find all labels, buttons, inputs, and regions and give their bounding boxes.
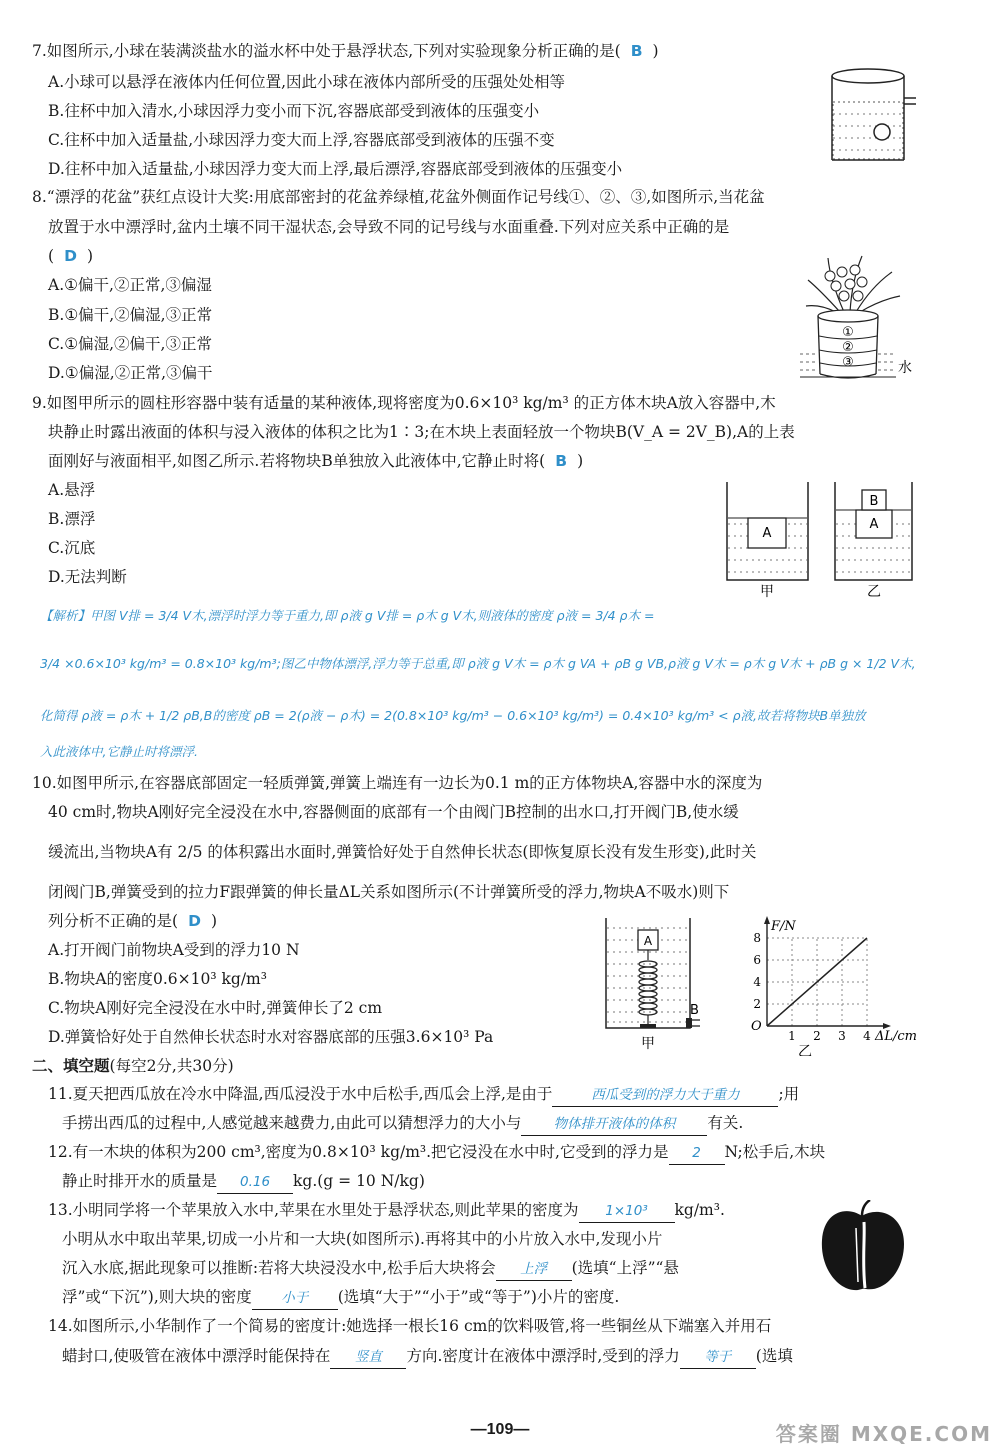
q14-blank-1[interactable]: 竖直 bbox=[330, 1346, 406, 1369]
q9-stem-line-3: 面刚好与液面相平,如图乙所示.若将物块B单独放入此液体中,它静止时将( B ) bbox=[48, 452, 584, 470]
q8-stem-line-1: 8.“漂浮的花盆”获红点设计大奖:用底部密封的花盆养绿植,花盆外侧面作记号线①、②、③,如图所示,当花盆 bbox=[32, 188, 765, 206]
q9-solution-line-3: 化简得 ρ液 = ρ木 + 1/2 ρB,B的密度 ρB = 2(ρ液 − ρ木) = 2(0.8×10³ kg/m³ − 0.6×10³ kg/m³) = 0.4×10³ kg/m³ < ρ液,故若将物块B单独放 bbox=[40, 708, 866, 723]
q10-stem-line-1: 10.如图甲所示,在容器底部固定一轻质弹簧,弹簧上端连有一边长为0.1 m的正方体物块A,容器中水的深度为 bbox=[32, 774, 763, 792]
y-tick-label: 2 bbox=[753, 997, 761, 1011]
q10-option-a: A.打开阀门前物块A受到的浮力10 N bbox=[48, 941, 300, 959]
q12-line-1: 12.有一木块的体积为200 cm³,密度为0.8×10³ kg/m³.把它浸没在水中时,它受到的浮力是 2 N;松手后,木块 bbox=[48, 1141, 825, 1165]
q8-option-c: C.①偏湿,②偏干,③正常 bbox=[48, 335, 212, 353]
q9-solution-line-2: 3/4 ×0.6×10³ kg/m³ = 0.8×10³ kg/m³;图乙中物体漂浮,浮力等于总重,即 ρ液 g V木 = ρ木 g VA + ρB g VB,ρ液 g V木 = ρ木 g V木 + ρB g × 1/2 V木, bbox=[40, 656, 916, 671]
q9-containers-figure bbox=[722, 478, 917, 600]
origin-label: O bbox=[751, 1019, 762, 1034]
y-tick-label: 8 bbox=[753, 931, 761, 945]
y-tick-label: 6 bbox=[753, 953, 761, 967]
q10-stem-line-3: 缓流出,当物块A有 2/5 的体积露出水面时,弹簧恰好处于自然伸长状态(即恢复原长没有发生形变),此时关 bbox=[48, 843, 757, 861]
y-axis-label: F/N bbox=[771, 919, 796, 934]
page-number: —109— bbox=[470, 1421, 530, 1438]
q9-solution-line-4: 入此液体中,它静止时将漂浮. bbox=[40, 744, 198, 759]
q9-solution-line-1: 【解析】甲图 V排 = 3/4 V木,漂浮时浮力等于重力,即 ρ液 g V排 = ρ木 g V木,则液体的密度 ρ液 = 3/4 ρ木 = bbox=[40, 608, 655, 623]
mark-2: ② bbox=[842, 340, 854, 355]
x-tick-label: 2 bbox=[813, 1029, 821, 1043]
q12-line-2: 静止时排开水的质量是 0.16 kg.(g = 10 N/kg) bbox=[62, 1170, 425, 1194]
overflow-cup-figure bbox=[822, 64, 918, 166]
x-tick-label: 3 bbox=[838, 1029, 846, 1043]
label-yi-10: 乙 bbox=[798, 1044, 812, 1056]
q10-option-b: B.物块A的密度0.6×10³ kg/m³ bbox=[48, 970, 267, 988]
q8-option-d: D.①偏湿,②正常,③偏干 bbox=[48, 364, 213, 382]
label-jia-10: 甲 bbox=[641, 1036, 655, 1052]
q14-line-1: 14.如图所示,小华制作了一个简易的密度计:她选择一根长16 cm的饮料吸管,将一些铜丝从下端塞入并用石 bbox=[48, 1317, 772, 1335]
q11-line-1: 11.夏天把西瓜放在冷水中降温,西瓜浸没于水中后松手,西瓜会上浮,是由于 西瓜受到的浮力大于重力 ;用 bbox=[48, 1083, 799, 1107]
q7-stem: 7.如图所示,小球在装满淡盐水的溢水杯中处于悬浮状态,下列对实验现象分析正确的是( B ) bbox=[32, 42, 659, 60]
q14-line-2: 蜡封口,使吸管在液体中漂浮时能保持在 竖直 方向.密度计在液体中漂浮时,受到的浮力 等于 (选填 bbox=[62, 1345, 793, 1369]
q7-option-b: B.往杯中加入清水,小球因浮力变小而下沉,容器底部受到液体的压强变小 bbox=[48, 102, 540, 120]
q8-stem-line-2: 放置于水中漂浮时,盆内土壤不同干湿状态,会导致不同的记号线与水面重叠.下列对应关系中正确的是 bbox=[48, 218, 730, 236]
force-extension-chart bbox=[722, 908, 922, 1056]
q10-stem-line-4: 闭阀门B,弹簧受到的拉力F跟弹簧的伸长量ΔL关系如图所示(不计弹簧所受的浮力,物块A不吸水)则下 bbox=[48, 883, 730, 901]
q11-blank-2[interactable]: 物体排开液体的体积 bbox=[521, 1113, 707, 1136]
x-tick-label: 1 bbox=[788, 1029, 796, 1043]
spring-shape bbox=[639, 961, 657, 1015]
q8-answer-paren: ( D ) bbox=[48, 247, 93, 265]
block-a-10: A bbox=[643, 934, 653, 948]
block-a-right: A bbox=[869, 517, 879, 532]
q10-stem-line-2: 40 cm时,物块A刚好完全浸没在水中,容器侧面的底部有一个由阀门B控制的出水口,打开阀门B,使水缓 bbox=[48, 803, 739, 821]
q13-line-1: 13.小明同学将一个苹果放入水中,苹果在水里处于悬浮状态,则此苹果的密度为 1×10³ kg/m³. bbox=[48, 1199, 725, 1223]
q12-blank-2[interactable]: 0.16 bbox=[217, 1171, 293, 1194]
q11-blank-1[interactable]: 西瓜受到的浮力大于重力 bbox=[552, 1084, 778, 1107]
q13-blank-2[interactable]: 上浮 bbox=[496, 1258, 572, 1281]
q12-blank-1[interactable]: 2 bbox=[669, 1142, 725, 1165]
q9-option-b: B.漂浮 bbox=[48, 510, 96, 528]
q8-option-a: A.①偏干,②正常,③偏湿 bbox=[48, 276, 212, 294]
flowerpot-figure bbox=[800, 250, 920, 385]
ball-shape bbox=[874, 124, 890, 140]
q7-option-d: D.往杯中加入适量盐,小球因浮力变大而上浮,最后漂浮,容器底部受到液体的压强变小 bbox=[48, 160, 623, 178]
section-2-heading: 二、填空题(每空2分,共30分) bbox=[32, 1056, 234, 1075]
q8-answer: D bbox=[64, 247, 77, 265]
q7-option-c: C.往杯中加入适量盐,小球因浮力变大而上浮,容器底部受到液体的压强不变 bbox=[48, 131, 555, 149]
q9-stem-line-1: 9.如图甲所示的圆柱形容器中装有适量的某种液体,现将密度为0.6×10³ kg/m³ 的正方体木块A放入容器中,木 bbox=[32, 394, 776, 412]
q13-line-2: 小明从水中取出苹果,切成一小片和一大块(如图所示).再将其中的小片放入水中,发现小片 bbox=[62, 1230, 663, 1248]
q10-option-c: C.物块A刚好完全浸没在水中时,弹簧伸长了2 cm bbox=[48, 999, 383, 1017]
q13-line-3: 沉入水底,据此现象可以推断:若将大块浸没水中,松手后大块将会 上浮 (选填“上浮”“悬 bbox=[62, 1257, 679, 1281]
q7-option-a: A.小球可以悬浮在液体内任何位置,因此小球在液体内部所受的压强处处相等 bbox=[48, 73, 566, 91]
watermark: 答案圈 MXQE.COM bbox=[775, 1422, 992, 1446]
q13-blank-1[interactable]: 1×10³ bbox=[579, 1200, 675, 1223]
valve-label: B bbox=[690, 1003, 699, 1018]
label-yi: 乙 bbox=[867, 584, 881, 600]
q9-option-c: C.沉底 bbox=[48, 539, 96, 557]
mark-1: ① bbox=[842, 325, 854, 340]
q9-option-d: D.无法判断 bbox=[48, 568, 127, 586]
q10-stem-line-5: 列分析不正确的是( D ) bbox=[48, 912, 217, 930]
q11-line-2: 手捞出西瓜的过程中,人感觉越来越费力,由此可以猜想浮力的大小与 物体排开液体的体积 有关. bbox=[62, 1112, 743, 1136]
water-label: 水 bbox=[898, 360, 912, 376]
q14-blank-2[interactable]: 等于 bbox=[680, 1346, 756, 1369]
valve-shape bbox=[686, 1018, 692, 1028]
y-tick-label: 4 bbox=[753, 975, 761, 989]
q7-answer: B bbox=[630, 42, 643, 60]
y-axis-arrow bbox=[764, 916, 770, 924]
mark-3: ③ bbox=[842, 355, 854, 370]
apple-figure bbox=[818, 1200, 908, 1296]
block-a-left: A bbox=[762, 526, 772, 541]
q10-option-d: D.弹簧恰好处于自然伸长状态时水对容器底部的压强3.6×10³ Pa bbox=[48, 1028, 494, 1046]
q10-answer: D bbox=[188, 912, 201, 930]
q9-option-a: A.悬浮 bbox=[48, 481, 96, 499]
block-b: B bbox=[869, 494, 879, 509]
x-axis-label: ΔL/cm bbox=[875, 1029, 918, 1044]
q13-line-4: 浮”或“下沉”),则大块的密度 小于 (选填“大于”“小于”或“等于”)小片的密度. bbox=[62, 1286, 619, 1310]
q9-answer: B bbox=[555, 452, 568, 470]
x-tick-label: 4 bbox=[863, 1029, 871, 1043]
q13-blank-3[interactable]: 小于 bbox=[252, 1287, 338, 1310]
label-jia: 甲 bbox=[760, 584, 774, 600]
spring-container-figure bbox=[600, 916, 710, 1054]
q8-option-b: B.①偏干,②偏湿,③正常 bbox=[48, 306, 213, 324]
q9-stem-line-2: 块静止时露出液面的体积与浸入液体的体积之比为1∶3;在木块上表面轻放一个物块B(V_A = 2V_B),A的上表 bbox=[48, 423, 795, 441]
